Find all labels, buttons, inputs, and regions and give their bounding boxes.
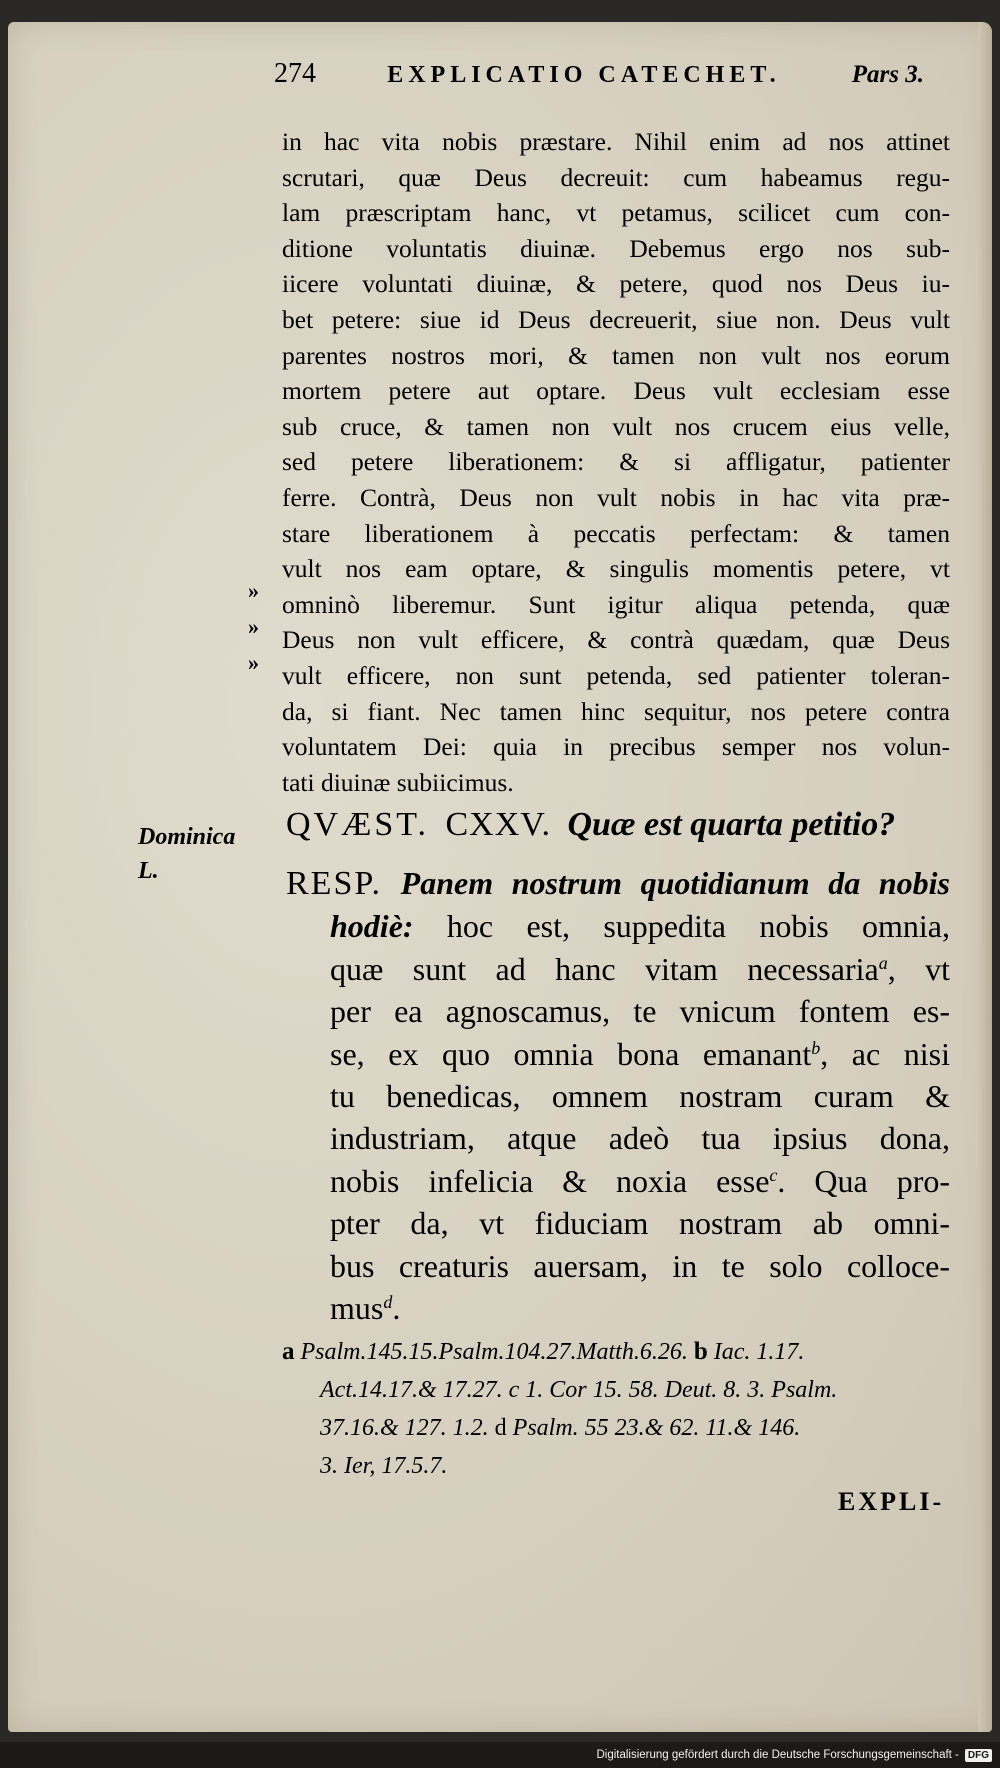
answer-line xyxy=(286,1033,950,1075)
reference-line xyxy=(282,1333,950,1371)
footer-text: Digitalisierung gefördert durch die Deutsche Forschungsgemeinschaft - xyxy=(596,1749,959,1761)
reference-text: Psalm. 55 23.& 62. 11.& 146. xyxy=(506,1415,801,1441)
text-line: mortem petere aut optare. Deus vult ecclesiam esse xyxy=(282,376,950,406)
answer-line: industriam, atque adeò tua ipsius dona, xyxy=(330,1120,950,1157)
reference-text: 37.16.& 127. 1.2. xyxy=(320,1415,495,1441)
answer-line: pter da, vt fiduciam nostram ab omni- xyxy=(330,1205,950,1242)
answer-line xyxy=(286,905,950,947)
answer-line xyxy=(286,1160,950,1202)
answer-block xyxy=(286,862,950,1329)
answer-line xyxy=(286,948,950,990)
answer-text: nobis infelicia & noxia esse xyxy=(330,1162,770,1199)
reference-tag: d xyxy=(494,1415,507,1441)
answer-line: per ea agnoscamus, te vnicum fontem es- xyxy=(330,993,950,1030)
footnote-marker: b xyxy=(811,1037,821,1058)
reference-tag: b xyxy=(693,1338,708,1365)
footer xyxy=(596,1744,992,1766)
dfg-logo-icon: DFG xyxy=(965,1749,992,1762)
answer-line xyxy=(286,1287,950,1329)
question-label: QVÆST. xyxy=(286,806,429,843)
text-line: scrutari, quæ Deus decreuit: cum habeamus regu- xyxy=(282,162,950,192)
text-line: lam præscriptam hanc, vt petamus, scilicet cum con- xyxy=(282,198,950,228)
catchword: EXPLI- xyxy=(838,1487,945,1516)
answer-text: mus xyxy=(330,1290,384,1327)
reference-text: 3. Ier, 17.5.7. xyxy=(320,1453,448,1479)
answer-text: quæ sunt ad hanc vitam necessaria xyxy=(330,950,879,987)
answer-line: bus creaturis auersam, in te solo collocе- xyxy=(330,1247,950,1284)
reference-text: Iac. 1.17. xyxy=(707,1339,805,1365)
page-number: 274 xyxy=(274,58,316,89)
answer-italic: hodiè: xyxy=(330,908,414,945)
text-line: tati diuinæ subiicimus. xyxy=(282,767,514,797)
reference-line xyxy=(282,1371,950,1409)
question-number: CXXV. xyxy=(445,806,551,843)
text-line: voluntatem Dei: quia in precibus semper nos volun- xyxy=(282,732,950,762)
text-line: sed petere liberationem: & si affligatur, patienter xyxy=(282,447,950,477)
margin-note-line: Dominica xyxy=(138,824,236,850)
text-line: omninò liberemur. Sunt igitur aliqua petenda, quæ xyxy=(282,589,950,619)
reference-line xyxy=(282,1409,950,1447)
quotation-mark: » xyxy=(248,578,259,603)
text-line: bet petere: siue id Deus decreuerit, siue non. Deus vult xyxy=(282,304,950,334)
answer-text: , ac nisi xyxy=(820,1035,951,1072)
text-line: vult nos eam optare, & singulis momentis petere, vt xyxy=(282,554,950,584)
answer-label: RESP. xyxy=(286,865,382,902)
text-line: sub cruce, & tamen non vult nos crucem eius velle, xyxy=(282,411,950,441)
text-line: vult efficere, non sunt petenda, sed patienter toleran- xyxy=(282,660,950,690)
answer-line xyxy=(286,862,950,905)
page-edge xyxy=(978,22,992,1732)
footnote-marker: d xyxy=(383,1292,393,1313)
text-line: ditione voluntatis diuinæ. Debemus ergo nos sub- xyxy=(282,233,950,263)
answer-text: , vt xyxy=(887,950,951,987)
part-label: Pars 3. xyxy=(851,61,924,88)
answer-text: . xyxy=(392,1290,401,1327)
text-line: da, si fiant. Nec tamen hinc sequitur, nos petere contra xyxy=(282,696,950,726)
text-line: iicere voluntati diuinæ, & petere, quod nos Deus iu- xyxy=(282,269,950,299)
references xyxy=(282,1333,950,1485)
answer-line: tu benedicas, omnem nostram curam & xyxy=(330,1078,950,1115)
question-heading xyxy=(286,806,946,856)
question-text: Quæ est quarta petitio? xyxy=(567,806,896,843)
margin-note xyxy=(138,820,268,888)
text-line: parentes nostros mori, & tamen non vult nos eorum xyxy=(282,340,950,370)
reference-tag: a xyxy=(282,1338,295,1365)
body-text xyxy=(282,124,950,800)
text-line: ferre. Contrà, Deus non vult nobis in hac vita præ- xyxy=(282,482,950,512)
answer-text: se, ex quo omnia bona emanant xyxy=(330,1035,812,1072)
text-line: stare liberationem à peccatis perfectam: & tamen xyxy=(282,518,950,548)
quotation-mark: » xyxy=(248,650,259,675)
page-header xyxy=(274,58,924,108)
reference-text: Psalm.145.15.Psalm.104.27.Matth.6.26. xyxy=(294,1339,694,1365)
running-title: EXPLICATIO CATECHET. xyxy=(387,62,781,88)
text-line: in hac vita nobis præstare. Nihil enim ad nos attinet xyxy=(282,127,950,156)
text-line: Deus non vult efficere, & contrà quædam, quæ Deus xyxy=(282,625,950,655)
footnote-marker: a xyxy=(878,952,888,973)
quotation-mark: » xyxy=(248,614,259,639)
footnote-marker: c xyxy=(769,1164,778,1185)
answer-text: . Qua pro- xyxy=(777,1162,950,1199)
reference-line xyxy=(282,1447,950,1485)
answer-text: hoc est, suppedita nobis omnia, xyxy=(413,908,950,945)
margin-note-line: L. xyxy=(138,858,159,884)
reference-text: Act.14.17.& 17.27. c 1. Cor 15. 58. Deut. 8. 3. Psalm. xyxy=(320,1377,838,1403)
answer-italic: Panem nostrum quotidianum da nobis xyxy=(400,865,951,901)
